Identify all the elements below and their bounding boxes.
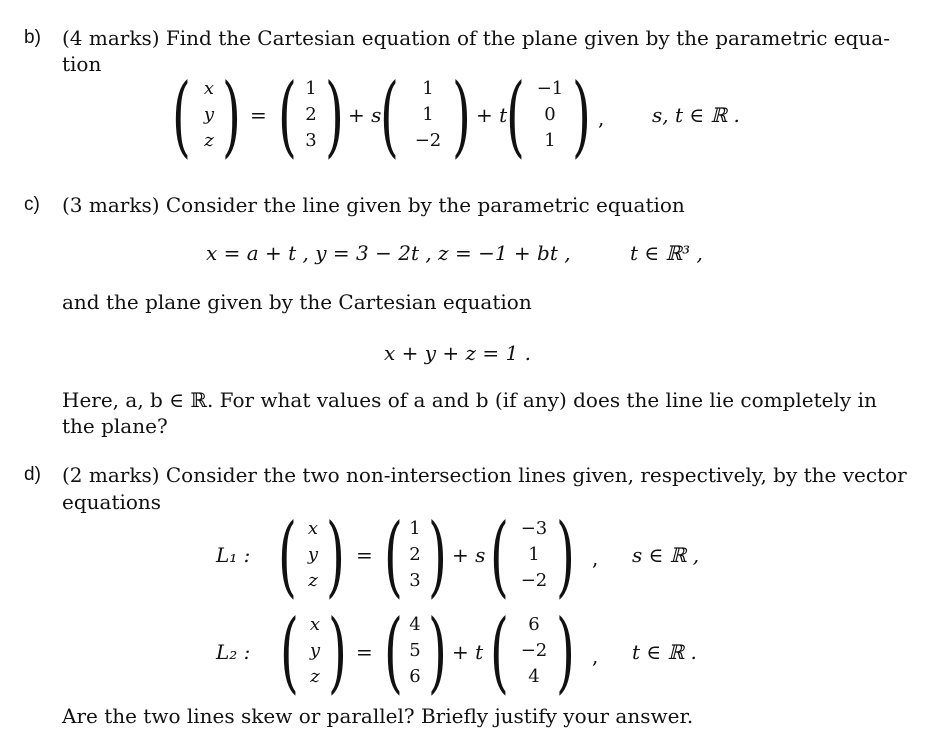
left-paren: ( [384,600,403,703]
right-paren: ) [325,64,344,167]
part-d-final-question: Are the two lines skew or parallel? Briefly justify your answer. [62,704,694,728]
right-paren: ) [328,600,347,703]
line-L2-name: L₂ : [216,640,251,664]
left-paren: ( [490,600,509,703]
equals-sign: = [356,543,373,567]
right-paren: ) [326,504,345,607]
comma: , [598,106,605,130]
left-paren: ( [278,504,297,607]
right-paren: ) [222,64,241,167]
point-vector: 1 2 3 [305,78,317,151]
right-paren: ) [428,504,447,607]
part-c-label: c) [24,194,40,215]
left-paren: ( [384,504,403,607]
part-c-question-line2: and the plane given by the Cartesian equation [62,290,532,314]
part-d-question-line1: (2 marks) Consider the two non-intersection lines given, respectively, by the vector [62,463,907,487]
parameter-domain: s ∈ ℝ , [632,543,700,567]
left-paren: ( [490,504,509,607]
lhs-vector: x y z [307,518,319,591]
t-coefficient: + t [476,103,508,127]
equals-sign: = [356,640,373,664]
right-paren: ) [428,600,447,703]
part-d-label: d) [24,464,41,485]
right-paren: ) [572,64,591,167]
left-paren: ( [280,600,299,703]
point-vector: 4 5 6 [409,614,421,687]
line-parametric-equation: x = a + t , y = 3 − 2t , z = −1 + bt , [206,241,571,265]
part-d-question-line2: equations [62,490,162,514]
part-b-question-line1: (4 marks) Find the Cartesian equation of the plane given by the parametric equa- [62,26,890,50]
s-coefficient: + s [348,103,382,127]
plane-cartesian-equation: x + y + z = 1 . [384,341,531,365]
right-paren: ) [452,64,471,167]
part-c-question-line1: (3 marks) Consider the line given by the parametric equation [62,193,685,217]
left-paren: ( [380,64,399,167]
line-parameter-domain: t ∈ ℝ³ , [630,241,703,265]
part-b-question-line2: tion [62,52,102,76]
direction-vector-1: 1 1 −2 [414,78,442,151]
t-coefficient: + t [452,640,484,664]
direction-vector: 6 −2 4 [520,614,548,687]
point-vector: 1 2 3 [409,518,421,591]
left-paren: ( [506,64,525,167]
part-b-label: b) [24,27,41,48]
lhs-vector: x y z [203,78,215,151]
right-paren: ) [556,504,575,607]
direction-vector: −3 1 −2 [520,518,548,591]
part-c-question-line3: Here, a, b ∈ ℝ. For what values of a and b (if any) does the line lie completely in [62,388,877,412]
left-paren: ( [172,64,191,167]
parameter-domain: t ∈ ℝ . [632,640,697,664]
left-paren: ( [278,64,297,167]
s-coefficient: + s [452,543,486,567]
parameter-domain: s, t ∈ ℝ . [652,103,740,127]
comma: , [592,644,599,668]
part-c-question-line4: the plane? [62,414,168,438]
equals-sign: = [250,103,267,127]
lhs-vector: x y z [309,614,321,687]
right-paren: ) [556,600,575,703]
direction-vector-2: −1 0 1 [536,78,564,151]
line-L1-name: L₁ : [216,543,251,567]
comma: , [592,546,599,570]
